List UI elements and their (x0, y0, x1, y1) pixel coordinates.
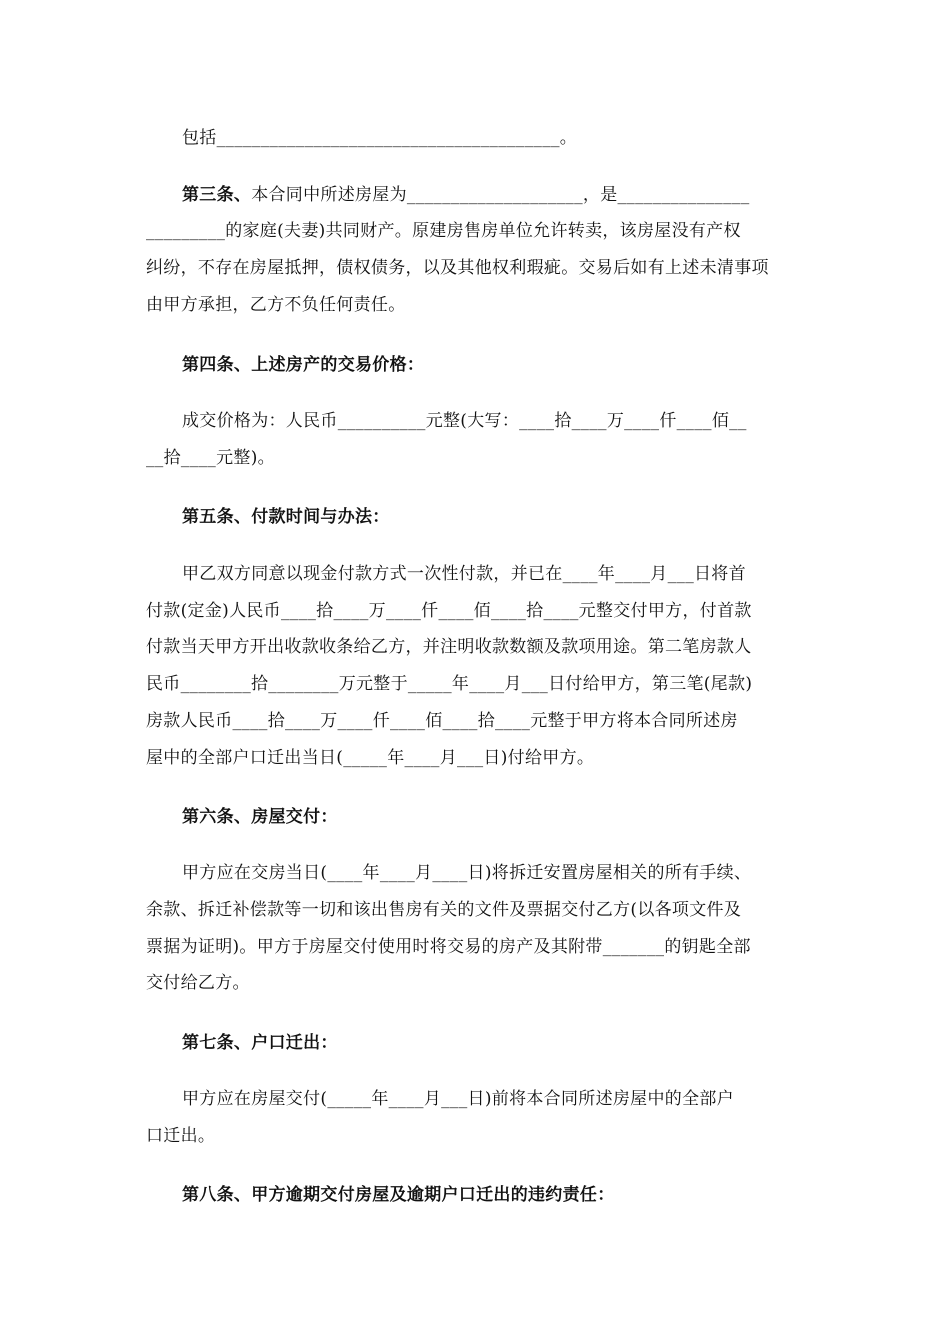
article-4-line-2: __拾____元整)。 (146, 448, 275, 468)
article-5-line-2: 付款(定金)人民币____拾____万____仟____佰____拾____元整交付甲方，付首款 (146, 601, 752, 621)
article-5-line-4: 民币________拾________万元整于_____年____月___日付给甲方，第三笔(尾款) (146, 674, 753, 694)
article-3-line-3: 纠纷，不存在房屋抵押，债权债务，以及其他权利瑕疵。交易后如有上述未清事项 (146, 258, 769, 278)
article-5-line-1: 甲乙双方同意以现金付款方式一次性付款，并已在____年____月___日将首 (182, 564, 746, 584)
article-7-line-1: 甲方应在房屋交付(_____年____月___日)前将本合同所述房屋中的全部户 (182, 1089, 734, 1109)
article-3-line-2: _________的家庭(夫妻)共同财产。原建房售房单位允许转卖，该房屋没有产权 (146, 221, 741, 241)
article-6-line-1: 甲方应在交房当日(____年____月____日)将拆迁安置房屋相关的所有手续、 (182, 863, 752, 883)
article-6-heading: 第六条、房屋交付： (182, 807, 338, 827)
para-include: 包括_______________________________________。 (182, 128, 578, 148)
article-6-line-4: 交付给乙方。 (146, 973, 250, 993)
article-5-line-3: 付款当天甲方开出收款收条给乙方，并注明收款数额及款项用途。第二笔房款人 (146, 637, 752, 657)
article-4-line-1: 成交价格为：人民币__________元整(大写：____拾____万____仟____佰__ (182, 411, 747, 431)
article-5-heading: 第五条、付款时间与办法： (182, 507, 390, 527)
article-3-heading: 第三条、 (182, 185, 252, 205)
article-3-first-line (182, 183, 816, 207)
article-3-text: 本合同中所述房屋为____________________，是_______________ (251, 185, 750, 205)
article-8-heading: 第八条、甲方逾期交付房屋及逾期户口迁出的违约责任： (182, 1185, 615, 1205)
article-4-heading: 第四条、上述房产的交易价格： (182, 355, 425, 375)
article-5-line-6: 屋中的全部户口迁出当日(_____年____月___日)付给甲方。 (146, 748, 595, 768)
article-6-line-2: 余款、拆迁补偿款等一切和该出售房有关的文件及票据交付乙方(以各项文件及 (146, 900, 742, 920)
article-6-line-3: 票据为证明)。甲方于房屋交付使用时将交易的房产及其附带_______的钥匙全部 (146, 937, 751, 957)
article-7-heading: 第七条、户口迁出： (182, 1033, 338, 1053)
article-5-line-5: 房款人民币____拾____万____仟____佰____拾____元整于甲方将本合同所述房 (146, 711, 738, 731)
article-3-line-4: 由甲方承担，乙方不负任何责任。 (146, 295, 406, 315)
article-7-line-2: 口迁出。 (146, 1126, 216, 1146)
